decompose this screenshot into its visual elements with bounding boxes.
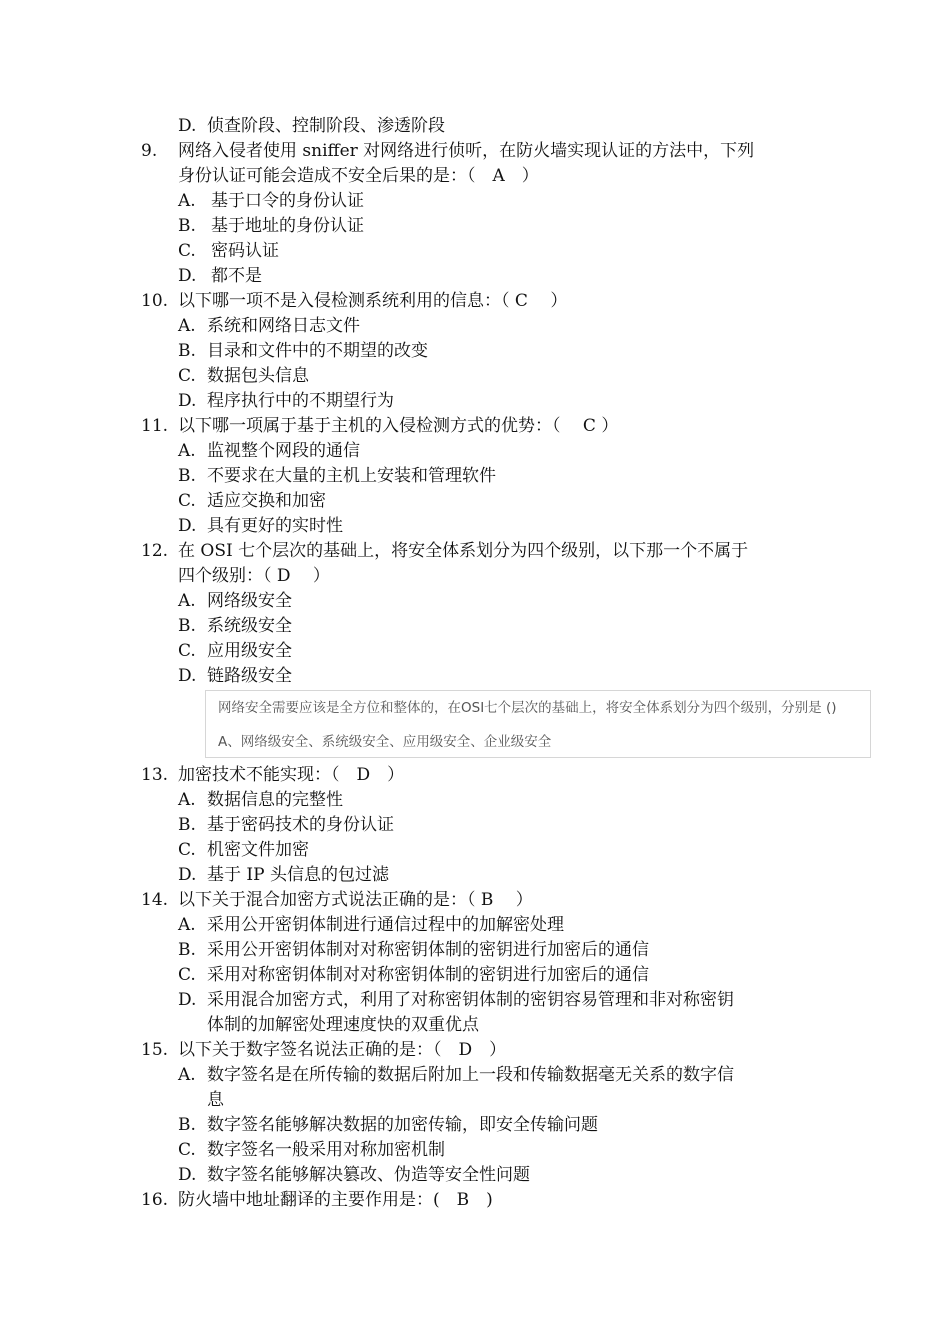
- q15-option-c-letter: C.: [178, 1140, 196, 1160]
- q9-option-d-letter: D.: [178, 266, 197, 286]
- q15-option-c-text: 数字签名一般采用对称加密机制: [207, 1140, 445, 1160]
- q13-number: 13.: [141, 765, 169, 785]
- q10-number: 10.: [141, 291, 169, 311]
- q9-number: 9.: [141, 141, 158, 161]
- q12-option-c-letter: C.: [178, 641, 196, 661]
- q12-option-a-letter: A.: [178, 591, 196, 611]
- q15-option-d-letter: D.: [178, 1165, 197, 1185]
- q11-option-c-letter: C.: [178, 491, 196, 511]
- q9-option-a-text: 基于口令的身份认证: [211, 191, 364, 211]
- q10-option-a-text: 系统和网络日志文件: [207, 316, 360, 336]
- q11-stem: 以下哪一项属于基于主机的入侵检测方式的优势：（ C ）: [178, 416, 619, 436]
- q14-option-b-text: 采用公开密钥体制对对称密钥体制的密钥进行加密后的通信: [207, 940, 649, 960]
- q16-number: 16.: [141, 1190, 169, 1210]
- q11-option-b-letter: B.: [178, 466, 196, 486]
- q14-option-a-text: 采用公开密钥体制进行通信过程中的加解密处理: [207, 915, 564, 935]
- q14-option-c-letter: C.: [178, 965, 196, 985]
- q12-option-b-text: 系统级安全: [207, 616, 292, 636]
- q8-option-d-letter: D.: [178, 116, 197, 136]
- q15-option-a-text: 数字签名是在所传输的数据后附加上一段和传输数据毫无关系的数字信: [207, 1065, 734, 1085]
- q14-stem: 以下关于混合加密方式说法正确的是：（ B ）: [178, 890, 533, 910]
- q13-option-a-letter: A.: [178, 790, 196, 810]
- q9-option-c-text: 密码认证: [211, 241, 279, 261]
- q13-option-d-text: 基于 IP 头信息的包过滤: [207, 865, 389, 885]
- q11-option-a-text: 监视整个网段的通信: [207, 441, 360, 461]
- q14-option-a-letter: A.: [178, 915, 196, 935]
- q14-number: 14.: [141, 890, 169, 910]
- q11-option-d-letter: D.: [178, 516, 197, 536]
- q15-option-a-letter: A.: [178, 1065, 196, 1085]
- q14-option-d-letter: D.: [178, 990, 197, 1010]
- q9-option-b-text: 基于地址的身份认证: [211, 216, 364, 236]
- q14-option-d-continuation: 体制的加解密处理速度快的双重优点: [207, 1015, 479, 1035]
- q10-option-b-text: 目录和文件中的不期望的改变: [207, 341, 428, 361]
- q10-option-d-text: 程序执行中的不期望行为: [207, 391, 394, 411]
- q10-option-a-letter: A.: [178, 316, 196, 336]
- q11-option-a-letter: A.: [178, 441, 196, 461]
- q13-option-c-text: 机密文件加密: [207, 840, 309, 860]
- q10-option-b-letter: B.: [178, 341, 196, 361]
- q12-option-b-letter: B.: [178, 616, 196, 636]
- snippet-question: 网络安全需要应该是全方位和整体的，在OSI七个层次的基础上，将安全体系划分为四个级别，分别是 (): [218, 700, 837, 716]
- q10-option-d-letter: D.: [178, 391, 197, 411]
- q13-option-a-text: 数据信息的完整性: [207, 790, 343, 810]
- q12-option-d-letter: D.: [178, 666, 197, 686]
- snippet-answer: A、网络级安全、系统级安全、应用级安全、企业级安全: [218, 734, 552, 750]
- q12-option-a-text: 网络级安全: [207, 591, 292, 611]
- q9-option-a-letter: A.: [178, 191, 196, 211]
- q11-option-b-text: 不要求在大量的主机上安装和管理软件: [207, 466, 496, 486]
- q14-option-c-text: 采用对称密钥体制对对称密钥体制的密钥进行加密后的通信: [207, 965, 649, 985]
- q12-number: 12.: [141, 541, 169, 561]
- q12-option-d-text: 链路级安全: [207, 666, 292, 686]
- q9-stem-line2: 身份认证可能会造成不安全后果的是：（ A ）: [178, 166, 539, 186]
- q16-stem: 防火墙中地址翻译的主要作用是：( B ): [178, 1190, 493, 1210]
- q9-stem-line1: 网络入侵者使用 sniffer 对网络进行侦听，在防火墙实现认证的方法中，下列: [178, 141, 755, 161]
- q12-stem-line1: 在 OSI 七个层次的基础上，将安全体系划分为四个级别，以下那一个不属于: [178, 541, 749, 561]
- q11-number: 11.: [141, 416, 169, 436]
- q13-option-b-text: 基于密码技术的身份认证: [207, 815, 394, 835]
- q15-number: 15.: [141, 1040, 169, 1060]
- q13-option-b-letter: B.: [178, 815, 196, 835]
- q13-option-c-letter: C.: [178, 840, 196, 860]
- q10-option-c-letter: C.: [178, 366, 196, 386]
- q15-option-b-text: 数字签名能够解决数据的加密传输，即安全传输问题: [207, 1115, 598, 1135]
- q9-option-b-letter: B.: [178, 216, 196, 236]
- q10-option-c-text: 数据包头信息: [207, 366, 309, 386]
- q8-option-d-text: 侦查阶段、控制阶段、渗透阶段: [207, 116, 445, 136]
- embedded-answer-snippet: [205, 690, 871, 758]
- q15-stem: 以下关于数字签名说法正确的是：（ D ）: [178, 1040, 507, 1060]
- q11-option-d-text: 具有更好的实时性: [207, 516, 343, 536]
- q11-option-c-text: 适应交换和加密: [207, 491, 326, 511]
- q14-option-d-text: 采用混合加密方式，利用了对称密钥体制的密钥容易管理和非对称密钥: [207, 990, 734, 1010]
- q9-option-c-letter: C.: [178, 241, 196, 261]
- q14-option-b-letter: B.: [178, 940, 196, 960]
- q13-stem: 加密技术不能实现：（ D ）: [178, 765, 405, 785]
- q15-option-d-text: 数字签名能够解决篡改、伪造等安全性问题: [207, 1165, 530, 1185]
- q13-option-d-letter: D.: [178, 865, 197, 885]
- q12-stem-line2: 四个级别：（ D ）: [178, 566, 330, 586]
- q9-option-d-text: 都不是: [211, 266, 262, 286]
- q15-option-a-continuation: 息: [207, 1090, 224, 1110]
- q12-option-c-text: 应用级安全: [207, 641, 292, 661]
- q15-option-b-letter: B.: [178, 1115, 196, 1135]
- q10-stem: 以下哪一项不是入侵检测系统利用的信息：（ C ）: [178, 291, 568, 311]
